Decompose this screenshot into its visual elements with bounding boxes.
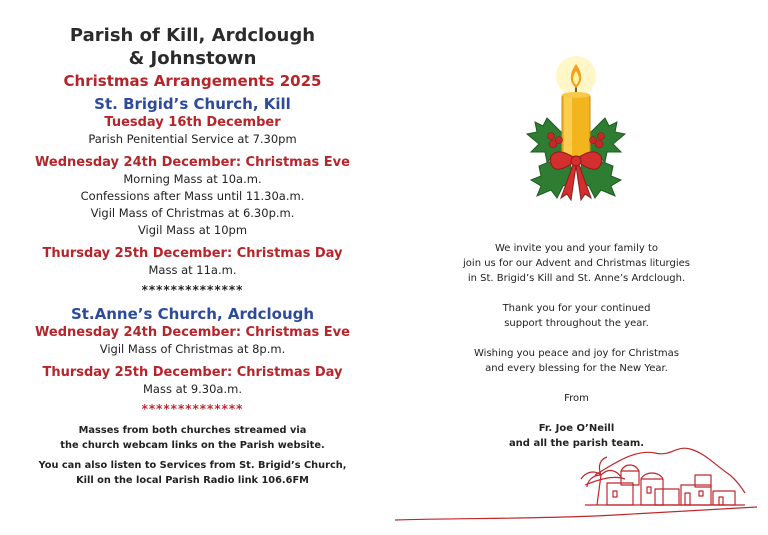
kill-eve-service: Vigil Mass of Christmas at 6.30p.m.: [90, 206, 295, 220]
kill-eve-heading: Wednesday 24th December: Christmas Eve: [35, 155, 350, 170]
signature-name: Fr. Joe O’Neill: [538, 423, 615, 434]
stream-note-line2: the church webcam links on the Parish website.: [60, 440, 325, 451]
parish-title-line2: & Johnstown: [128, 48, 257, 69]
kill-tuesday-service: Parish Penitential Service at 7.30pm: [88, 132, 297, 146]
radio-note-line1: You can also listen to Services from St. Brigid’s Church,: [38, 460, 347, 471]
arrangements-subtitle: Christmas Arrangements 2025: [63, 72, 322, 90]
candle-holly-bow-icon: [517, 48, 635, 208]
stream-note-line1: Masses from both churches streamed via: [78, 425, 307, 436]
ardclough-day-service: Mass at 9.30a.m.: [143, 382, 242, 396]
thanks-line: Thank you for your continued: [502, 303, 651, 314]
bethlehem-village-sketch: [385, 435, 768, 530]
invite-line: in St. Brigid’s Kill and St. Anne’s Ardclough.: [467, 273, 686, 284]
kill-tuesday-heading: Tuesday 16th December: [104, 115, 281, 130]
from-label: From: [564, 393, 589, 404]
kill-eve-service: Confessions after Mass until 11.30a.m.: [80, 189, 305, 203]
separator-stars: **************: [141, 283, 244, 297]
parish-title-line1: Parish of Kill, Ardclough: [69, 25, 316, 46]
invite-line: We invite you and your family to: [495, 243, 658, 254]
ardclough-church-name: St.Anne’s Church, Ardclough: [70, 305, 315, 323]
kill-church-name: St. Brigid’s Church, Kill: [94, 95, 291, 113]
right-panel: [385, 0, 768, 535]
kill-day-service: Mass at 11a.m.: [148, 263, 237, 277]
invite-line: join us for our Advent and Christmas liturgies: [463, 258, 690, 269]
ardclough-day-heading: Thursday 25th December: Christmas Day: [42, 365, 343, 380]
kill-eve-service: Vigil Mass at 10pm: [137, 223, 248, 237]
signature-team: and all the parish team.: [508, 438, 645, 449]
kill-day-heading: Thursday 25th December: Christmas Day: [42, 246, 343, 261]
radio-note-line2: Kill on the local Parish Radio link 106.6FM: [76, 475, 309, 486]
separator-stars-red: **************: [141, 402, 244, 416]
wishes-line: Wishing you peace and joy for Christmas: [474, 348, 679, 359]
kill-eve-service: Morning Mass at 10a.m.: [123, 172, 262, 186]
wishes-line: and every blessing for the New Year.: [485, 363, 668, 374]
ardclough-eve-heading: Wednesday 24th December: Christmas Eve: [35, 325, 350, 340]
thanks-line: support throughout the year.: [504, 318, 649, 329]
ardclough-eve-service: Vigil Mass of Christmas at 8p.m.: [99, 342, 286, 356]
